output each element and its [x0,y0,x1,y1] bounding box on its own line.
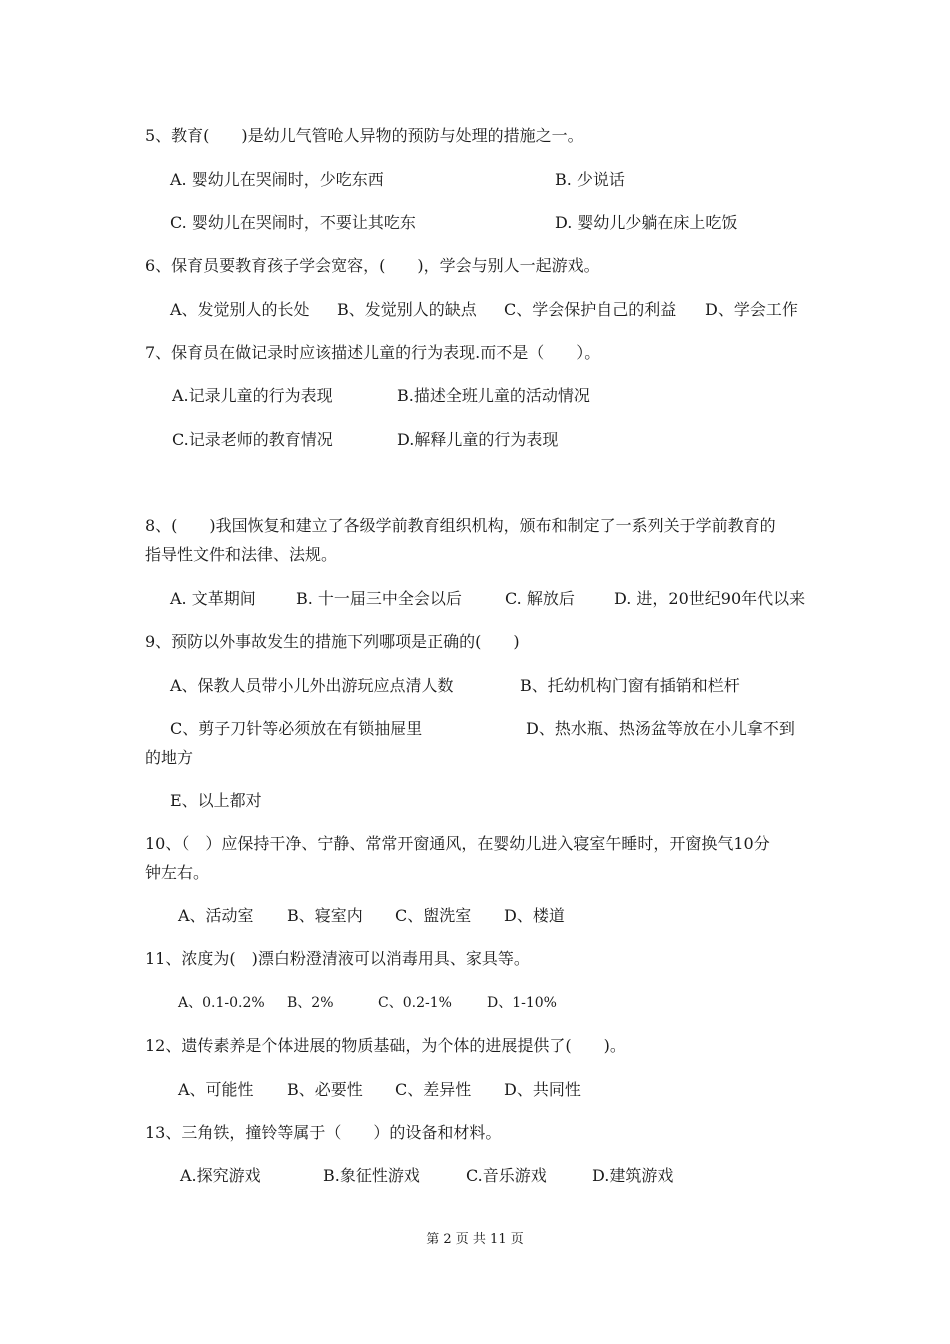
question-5-stem: 5、教育( )是幼儿气管呛人异物的预防与处理的措施之一。 [145,126,584,145]
question-13-option-b: B.象征性游戏 [323,1166,420,1185]
question-9-option-d-line-1: D、热水瓶、热汤盆等放在小儿拿不到 [526,719,795,738]
question-11-option-c: C、0.2-1% [378,995,452,1011]
question-7-option-c: C.记录老师的教育情况 [172,430,333,449]
question-9-option-a: A、保教人员带小儿外出游玩应点清人数 [170,676,454,695]
question-10-option-d: D、楼道 [504,906,565,925]
question-5-option-a: A. 婴幼儿在哭闹时，少吃东西 [170,170,384,189]
question-7-option-a: A.记录儿童的行为表现 [172,386,333,405]
question-6-option-c: C、学会保护自己的利益 [504,300,677,319]
question-8-option-d: D. 进，20世纪90年代以来 [614,589,806,608]
question-13-stem: 13、三角铁，撞铃等属于（ ）的设备和材料。 [145,1123,502,1142]
question-7-option-b: B.描述全班儿童的活动情况 [397,386,590,405]
question-9-option-d-line-2: 的地方 [145,748,194,767]
question-6-option-b: B、发觉别人的缺点 [337,300,477,319]
question-11-option-b: B、2% [287,995,334,1011]
question-10-option-b: B、寝室内 [287,906,363,925]
question-12-option-b: B、必要性 [287,1080,363,1099]
question-7-option-d: D.解释儿童的行为表现 [397,430,559,449]
question-5-option-d: D. 婴幼儿少躺在床上吃饭 [555,213,738,232]
question-8-stem-line-2: 指导性文件和法律、法规。 [145,545,338,564]
question-9-option-c: C、剪子刀针等必须放在有锁抽屉里 [170,719,423,738]
question-12-stem: 12、遗传素养是个体进展的物质基础，为个体的进展提供了( )。 [145,1036,626,1055]
question-12-option-a: A、可能性 [178,1080,254,1099]
question-10-stem-line-2: 钟左右。 [145,863,210,882]
question-6-option-a: A、发觉别人的长处 [170,300,310,319]
question-6-option-d: D、学会工作 [705,300,798,319]
question-5-option-c: C. 婴幼儿在哭闹时，不要让其吃东 [170,213,416,232]
question-6-stem: 6、保育员要教育孩子学会宽容，( )，学会与别人一起游戏。 [145,256,600,275]
question-13-option-c: C.音乐游戏 [466,1166,547,1185]
question-8-option-b: B. 十一届三中全会以后 [296,589,462,608]
question-9-option-e: E、以上都对 [170,791,262,810]
question-8-option-a: A. 文革期间 [170,589,256,608]
question-9-option-b: B、托幼机构门窗有插销和栏杆 [520,676,740,695]
question-10-option-a: A、活动室 [178,906,254,925]
question-7-stem: 7、保育员在做记录时应该描述儿童的行为表现.而不是（ ）。 [145,343,601,362]
question-11-option-a: A、0.1-0.2% [178,995,265,1011]
question-8-option-c: C. 解放后 [505,589,575,608]
question-10-stem-line-1: 10、（ ）应保持干净、宁静、常常开窗通风，在婴幼儿进入寝室午睡时，开窗换气10分 [145,834,770,853]
question-5-option-b: B. 少说话 [555,170,625,189]
question-8-stem-line-1: 8、( )我国恢复和建立了各级学前教育组织机构，颁布和制定了一系列关于学前教育的 [145,516,776,535]
question-11-stem: 11、浓度为( )漂白粉澄清液可以消毒用具、家具等。 [145,949,530,968]
question-10-option-c: C、盥洗室 [395,906,472,925]
question-9-stem: 9、预防以外事故发生的措施下列哪项是正确的( ) [145,632,520,651]
page-number-footer: 第 2 页 共 11 页 [426,1232,524,1247]
question-11-option-d: D、1-10% [487,995,557,1011]
question-13-option-a: A.探究游戏 [180,1166,261,1185]
question-12-option-d: D、共同性 [504,1080,581,1099]
question-12-option-c: C、差异性 [395,1080,472,1099]
question-13-option-d: D.建筑游戏 [592,1166,674,1185]
